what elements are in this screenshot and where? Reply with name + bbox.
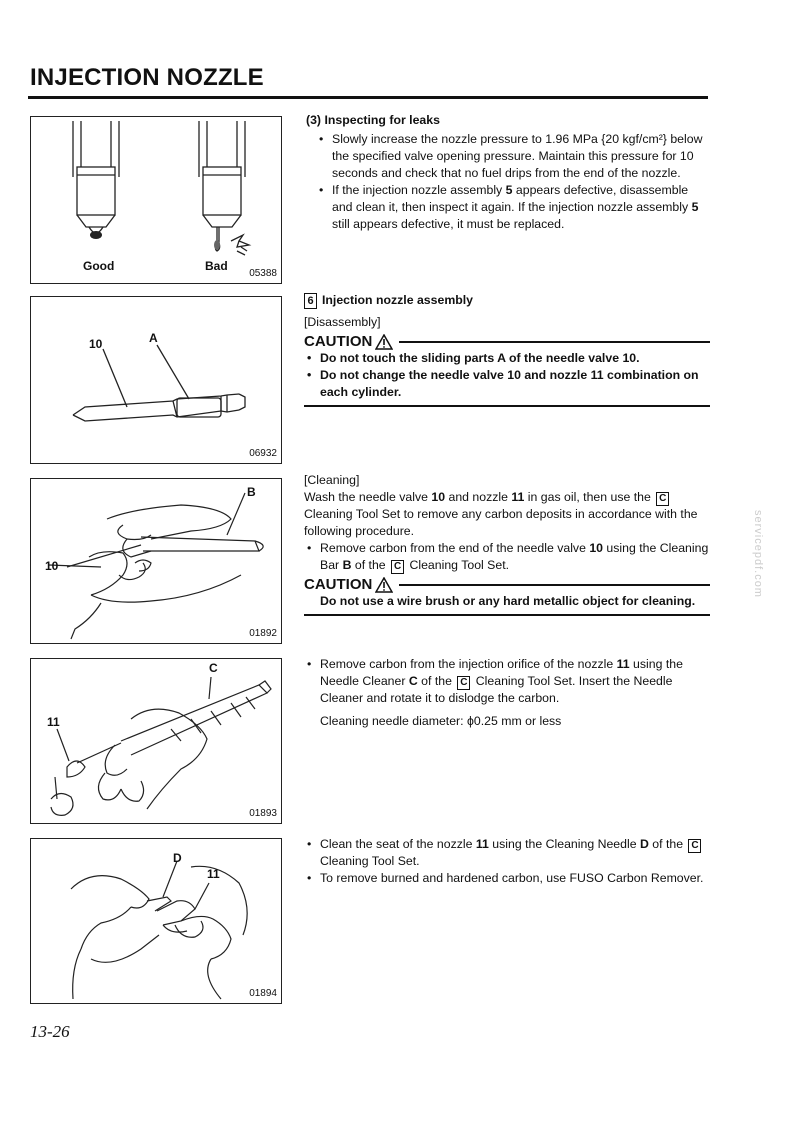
part-number: 5: [691, 200, 699, 214]
caution-end-rule: [304, 614, 710, 616]
caution-item: • Do not change the needle valve 10 and nozzle 11 combination on each cylinder.: [304, 367, 710, 401]
watermark: servicepdf.com: [752, 510, 764, 598]
section-heading: [304, 292, 710, 309]
figure-code: 01892: [249, 628, 277, 639]
text: still appears defective, it must be replaced.: [332, 217, 565, 231]
figure-cleaning-needle: [30, 838, 282, 1004]
text: If the injection nozzle assembly: [332, 183, 506, 197]
figure-label-c: C: [209, 661, 218, 675]
caution-label: CAUTION: [304, 576, 373, 593]
spec-text: Cleaning needle diameter: ϕ0.25 mm or less: [320, 714, 562, 728]
list-item: [304, 836, 710, 870]
title-rule: [28, 96, 708, 99]
figure-cleaning-bar: [30, 478, 282, 644]
text: Remove carbon from the end of the needle valve: [320, 541, 590, 555]
part-letter: B: [342, 558, 352, 572]
text: using the Cleaning Bar: [320, 541, 709, 572]
list-item: • To remove burned and hardened carbon, use FUSO Carbon Remover.: [304, 870, 710, 887]
warning-triangle-icon: [375, 334, 393, 350]
list-item: [316, 131, 710, 182]
tool-set-icon: C: [656, 492, 669, 506]
section-heading: (3) Inspecting for leaks: [306, 113, 440, 127]
part-letter: D: [639, 837, 649, 851]
text: Cleaning Tool Set.: [406, 558, 510, 572]
list-item: [304, 656, 710, 707]
list-item-text: Slowly increase the nozzle pressure to 1.96 MPa {20 kgf/cm²} below the specified valve opening pressure. Maintain this pressure for 10 seconds and check that no fuel drips from the end of the nozzle.: [332, 132, 703, 180]
part-letter: C: [408, 674, 418, 688]
list-item: [316, 182, 710, 233]
tool-set-icon: C: [391, 560, 404, 574]
figure-label-bad: Bad: [205, 259, 228, 273]
figure-label-good: Good: [83, 259, 115, 273]
figure-code: 01894: [249, 988, 277, 999]
list-item: [304, 540, 710, 574]
cleaning-needle-hands-illustration: [31, 839, 283, 1005]
figure-label-10: 10: [45, 559, 59, 573]
text: of the: [417, 674, 456, 688]
part-number: 5: [505, 183, 513, 197]
part-number: 11: [511, 490, 525, 504]
part-number: 11: [475, 837, 489, 851]
page-title: INJECTION NOZZLE: [30, 64, 264, 91]
section-orifice-cleaning: [304, 656, 710, 730]
caution-header: [304, 576, 710, 593]
needle-valve-illustration: [31, 297, 283, 465]
part-number: 11: [616, 657, 630, 671]
figure-label-a: A: [149, 331, 158, 345]
text: of the: [648, 837, 687, 851]
text: Wash the needle valve: [304, 490, 432, 504]
figure-label-b: B: [247, 485, 256, 499]
nozzle-leak-illustration: [31, 117, 283, 285]
caution-end-rule: [304, 405, 710, 407]
caution-rule: [399, 341, 710, 343]
cleaning-bar-hands-illustration: [31, 479, 283, 645]
part-number: 10: [431, 490, 446, 504]
figure-leak-check: [30, 116, 282, 284]
tool-set-icon: C: [688, 839, 701, 853]
figure-needle-cleaner: [30, 658, 282, 824]
caution-item: Do not use a wire brush or any hard metallic object for cleaning.: [320, 594, 696, 608]
section-leak-inspection: [304, 112, 710, 233]
section-cleaning: [304, 472, 710, 616]
text: appears defective, disassemble and clean it, then inspect it again. If the injection nozzle assembly: [332, 183, 692, 214]
text: of the: [351, 558, 390, 572]
needle-cleaner-hands-illustration: [31, 659, 283, 825]
caution-label: CAUTION: [304, 333, 373, 350]
section-title: Injection nozzle assembly: [322, 293, 474, 307]
section-seat-cleaning: [304, 836, 710, 887]
figure-label-10: 10: [89, 337, 103, 351]
tool-set-icon: C: [457, 676, 470, 690]
figure-label-11: 11: [47, 715, 60, 729]
part-number: 10: [589, 541, 604, 555]
text: and nozzle: [445, 490, 512, 504]
text: Remove carbon from the injection orifice of the nozzle: [320, 657, 617, 671]
warning-triangle-icon: [375, 577, 393, 593]
text: Cleaning Tool Set.: [320, 854, 420, 868]
text: in gas oil, then use the: [524, 490, 655, 504]
figure-code: 05388: [249, 268, 277, 279]
text: Cleaning Tool Set to remove any carbon deposits in accordance with the following procedure.: [304, 507, 698, 538]
figure-code: 01893: [249, 808, 277, 819]
caution-header: [304, 333, 710, 350]
section-number-box: 6: [304, 293, 317, 309]
subheading: [Cleaning]: [304, 473, 360, 487]
page-number: 13-26: [30, 1022, 70, 1041]
section-nozzle-assembly: [304, 292, 710, 407]
paragraph: [304, 489, 710, 540]
figure-code: 06932: [249, 448, 277, 459]
caution-rule: [399, 584, 710, 586]
text: using the Needle Cleaner: [320, 657, 683, 688]
text: Clean the seat of the nozzle: [320, 837, 476, 851]
figure-needle-valve: [30, 296, 282, 464]
figure-label-d: D: [173, 851, 182, 865]
figure-label-11: 11: [207, 867, 220, 881]
caution-item: • Do not touch the sliding parts A of the needle valve 10.: [304, 350, 710, 367]
subheading: [Disassembly]: [304, 315, 381, 329]
text: using the Cleaning Needle: [488, 837, 640, 851]
text: Cleaning Tool Set. Insert the Needle Cleaner and rotate it to dislodge the carbon.: [320, 674, 673, 705]
